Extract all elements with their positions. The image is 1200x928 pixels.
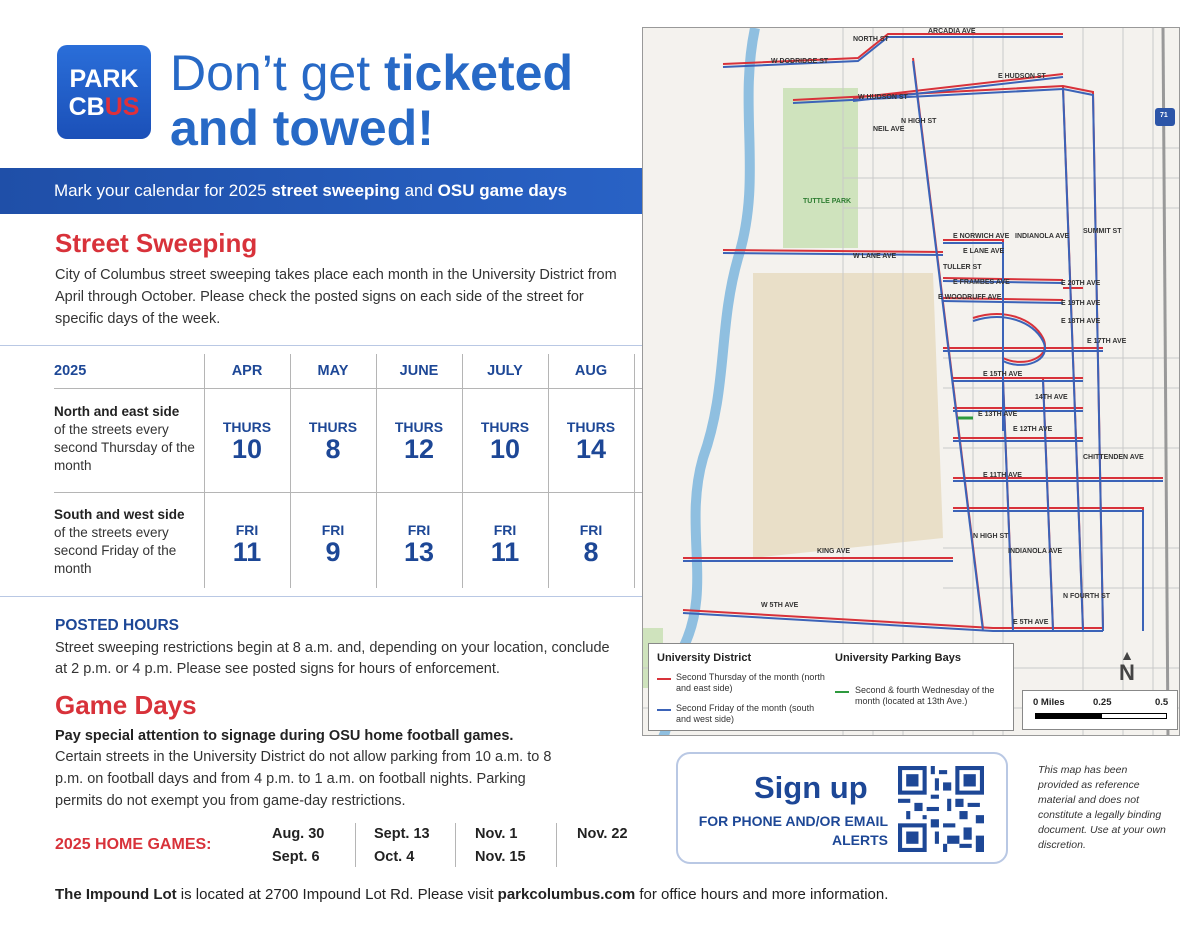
tuttle-park-area <box>783 88 858 248</box>
north-arrow: ▲ N <box>1112 648 1142 684</box>
map-label: SUMMIT ST <box>1083 228 1122 235</box>
map-graphic <box>643 28 1180 736</box>
legend-item-friday: Second Friday of the month (south and west side) <box>676 703 815 724</box>
table-cell: FRI 11 <box>490 522 520 567</box>
signup-heading: Sign up <box>754 770 868 805</box>
map-label: E 11TH AVE <box>983 472 1022 479</box>
map-label: NEIL AVE <box>873 126 905 133</box>
month-header: JUNE <box>399 363 439 379</box>
month-header: MAY <box>317 363 349 379</box>
map-label: KING AVE <box>817 548 851 555</box>
month-header: AUG <box>574 363 608 379</box>
river <box>663 28 755 736</box>
signup-subtext: FOR PHONE AND/OR EMAIL ALERTS <box>698 813 888 848</box>
map-label: TUTTLE PARK <box>803 198 852 205</box>
map-label: E 12TH AVE <box>1013 426 1053 433</box>
calendar-banner: Mark your calendar for 2025 street sweeping and OSU game days <box>0 168 710 214</box>
headline: Don’t get ticketed and towed! <box>170 45 573 156</box>
legend-item-bays: Second & fourth Wednesday of the month (located at 13th Ave.) <box>855 685 995 706</box>
map-disclaimer: This map has been provided as reference material and does not constitute a legally binding document. Use at your own discretion. <box>1038 764 1166 851</box>
map-label: E HUDSON ST <box>998 73 1046 80</box>
posted-hours-body: Street sweeping restrictions begin at 8 a.m. and, depending on your location, conclude at 2 p.m. or 4 p.m. Please see posted signs for hours of enforcement. <box>55 640 610 677</box>
table-cell: FRI 9 <box>321 522 345 567</box>
parkcbus-logo <box>57 45 151 139</box>
map-label: W LANE AVE <box>853 253 897 260</box>
impound-lot-info: The Impound Lot is located at 2700 Impound Lot Rd. Please visit parkcolumbus.com for office hours and more information. <box>55 886 889 903</box>
map-label: ARCADIA AVE <box>928 28 976 35</box>
games-column: Sept. 13 Oct. 4 <box>374 826 430 865</box>
table-cell: THURS 14 <box>566 419 616 464</box>
month-header: JULY <box>487 363 523 379</box>
map-label: NORTH ST <box>853 36 889 43</box>
map-label: TULLER ST <box>943 264 982 271</box>
map-label: 14TH AVE <box>1035 394 1068 401</box>
map-label: E 17TH AVE <box>1087 338 1127 345</box>
qr-code-icon[interactable] <box>898 766 984 852</box>
home-games-label: 2025 HOME GAMES: <box>55 836 212 853</box>
map-label: E FRAMBES AVE <box>953 279 1010 286</box>
legend-swatch-green <box>835 691 849 693</box>
legend-title-bays: University Parking Bays <box>835 652 961 664</box>
street-sweeping-body: City of Columbus street sweeping takes place each month in the University District from April through October. Please check the posted signs on each side of the street for specific days of the week. <box>55 267 617 327</box>
table-cell: THURS 12 <box>394 419 444 464</box>
legend-swatch-red <box>657 678 671 680</box>
table-cell: THURS 10 <box>222 419 272 464</box>
table-cell: THURS 8 <box>308 419 358 464</box>
map-label: E 15TH AVE <box>983 371 1023 378</box>
map-label: W HUDSON ST <box>858 94 908 101</box>
map-label: W 5TH AVE <box>761 602 799 609</box>
map-label: E LANE AVE <box>963 248 1005 255</box>
map-label: N FOURTH ST <box>1063 593 1111 600</box>
games-column: Nov. 22 <box>577 826 628 842</box>
map-label: E 13TH AVE <box>978 411 1018 418</box>
north-arrow-icon: ▲ <box>1120 647 1134 663</box>
map-scale: 0 Miles 0.25 0.5 <box>1022 690 1178 730</box>
game-days-heading: Game Days <box>55 690 197 720</box>
table-cell: THURS 10 <box>480 419 530 464</box>
map-label: W DODRIDGE ST <box>771 58 829 65</box>
legend-title-district: University District <box>657 652 752 664</box>
map-label: E 20TH AVE <box>1061 280 1101 287</box>
map-label: E 5TH AVE <box>1013 619 1049 626</box>
games-column: Aug. 30 Sept. 6 <box>272 826 325 865</box>
posted-hours-heading: POSTED HOURS <box>55 617 180 634</box>
month-header: APR <box>231 363 263 379</box>
game-days-body: Certain streets in the University District do not allow parking from 10 a.m. to 8 p.m. on football days and from 4 p.m. to 1 a.m. on football nights. Parking permits do not exempt you from game-day restrictions. <box>55 749 552 809</box>
interstate-71-shield: 71 <box>1160 112 1168 119</box>
map-label: E NORWICH AVE <box>953 233 1010 240</box>
map-label: N HIGH ST <box>973 533 1009 540</box>
legend-swatch-blue <box>657 709 671 711</box>
table-year-header: 2025 <box>54 363 87 379</box>
row-label-north-east: North and east side of the streets every second Thursday of the month <box>54 404 195 473</box>
map-label: E WOODRUFF AVE <box>938 294 1002 301</box>
signup-box[interactable] <box>676 752 1008 864</box>
table-cell: FRI 13 <box>403 522 435 567</box>
table-cell: FRI 8 <box>579 522 603 567</box>
street-sweeping-heading: Street Sweeping <box>55 228 258 258</box>
map-label: INDIANOLA AVE <box>1008 548 1063 555</box>
game-days-notice: Pay special attention to signage during OSU home football games. <box>55 728 514 744</box>
table-cell: FRI 11 <box>232 522 262 567</box>
logo-line-2: CBUS <box>68 93 140 121</box>
map-label: E 18TH AVE <box>1061 318 1101 325</box>
legend-item-thursday: Second Thursday of the month (north and east side) <box>676 672 825 693</box>
scale-bar <box>1035 713 1167 719</box>
row-label-south-west: South and west side of the streets every second Friday of the month <box>54 507 185 576</box>
games-column: Nov. 1 Nov. 15 <box>475 826 526 865</box>
map-label: CHITTENDEN AVE <box>1083 454 1144 461</box>
map-label: E 19TH AVE <box>1061 300 1101 307</box>
university-district-map <box>642 27 1180 736</box>
map-label: N HIGH ST <box>901 118 937 125</box>
map-label: INDIANOLA AVE <box>1015 233 1070 240</box>
map-legend <box>648 643 1014 731</box>
logo-line-1: PARK <box>69 65 139 93</box>
